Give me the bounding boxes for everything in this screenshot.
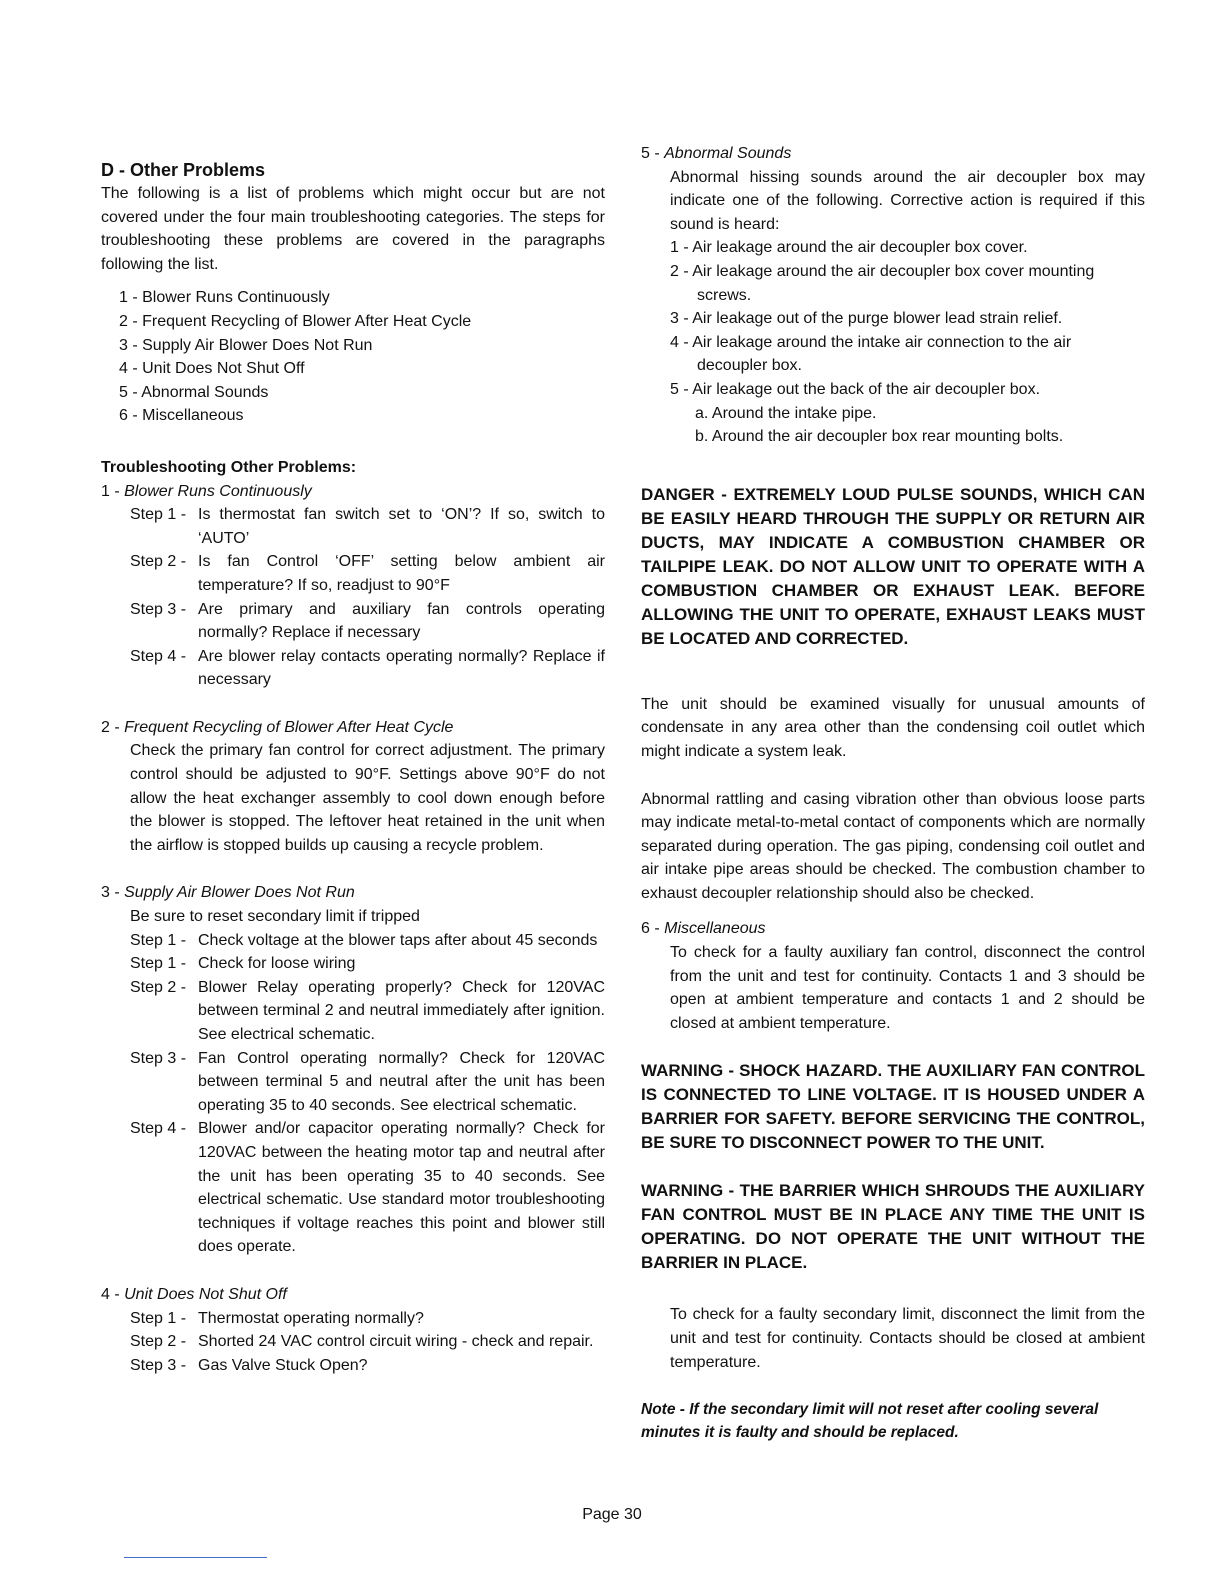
- step-label: Step 1 -: [130, 506, 187, 524]
- section-title: [101, 881, 605, 905]
- section-title: [641, 142, 1145, 166]
- step-label: Step 4 -: [130, 1120, 187, 1138]
- section-number: 2 -: [101, 718, 125, 736]
- list-item: 5 - Abnormal Sounds: [119, 383, 269, 401]
- section-title: [641, 917, 1145, 941]
- section-number: 6 -: [641, 920, 665, 938]
- section-number: 1 -: [101, 482, 125, 500]
- step-text: Is thermostat fan switch set to ‘ON’? If so, switch to ‘AUTO’: [198, 506, 605, 547]
- list-item: 6 - Miscellaneous: [119, 407, 244, 425]
- section-abnormal-sounds: [641, 142, 1145, 449]
- section-number: 3 -: [101, 884, 125, 902]
- paragraph: Abnormal rattling and casing vibration other than obvious loose parts may indicate metal-to-metal contact of components which are normally separated during operation. The gas piping, condensing coil outlet and air intake pipe areas should be checked. The combustion chamber to exhaust decoupler relationship should also be checked.: [641, 790, 1145, 902]
- step-text: Is fan Control ‘OFF’ setting below ambient air temperature? If so, readjust to 90°F: [198, 553, 605, 594]
- sub-list-item: a. Around the intake pipe.: [695, 404, 877, 422]
- section-miscellaneous: [641, 917, 1145, 1035]
- right-column: [641, 142, 1145, 1444]
- step: [130, 598, 605, 645]
- section-title-text: Blower Runs Continuously: [124, 482, 312, 500]
- section-blower-runs: [101, 480, 605, 692]
- section-title-text: Miscellaneous: [664, 920, 766, 938]
- step-label: Step 4 -: [130, 647, 187, 665]
- step-label: Step 1 -: [130, 1309, 187, 1327]
- section-supply-air-blower: [101, 881, 605, 1259]
- warning-notice: WARNING - SHOCK HAZARD. THE AUXILIARY FAN CONTROL IS CONNECTED TO LINE VOLTAGE. IT IS HOUSED UNDER A BARRIER FOR SAFETY. BEFORE SERVICING THE CONTROL, BE SURE TO DISCONNECT POWER TO THE UNIT.: [641, 1061, 1145, 1153]
- step-text: Blower and/or capacitor operating normally? Check for 120VAC between the heating motor tap and neutral after the unit has been operating 35 to 40 seconds. See electrical schematic. Use standard motor troubleshooting techniques if voltage reaches this point and blower still does operate.: [198, 1120, 605, 1256]
- section-title-text: Frequent Recycling of Blower After Heat Cycle: [124, 718, 454, 736]
- note: Note - If the secondary limit will not reset after cooling several minutes it is faulty and should be replaced.: [641, 1401, 1099, 1442]
- footnote-rule: [124, 1557, 267, 1558]
- step-text: Blower Relay operating properly? Check for 120VAC between terminal 2 and neutral immediately after ignition. See electrical schematic.: [198, 978, 605, 1043]
- step: [130, 1047, 605, 1118]
- section-paragraph: Check the primary fan control for correct adjustment. The primary control should be adjusted to 90°F. Settings above 90°F do not allow the heat exchanger assembly to cool down enough before the blower is stopped. The leftover heat retained in the unit when the airflow is stopped builds up causing a recycle problem.: [130, 742, 605, 854]
- list-item: 2 - Air leakage around the air decoupler box cover mounting screws.: [670, 262, 1095, 304]
- step-text: Check voltage at the blower taps after about 45 seconds: [198, 931, 598, 949]
- list-item: 4 - Air leakage around the intake air connection to the air decoupler box.: [670, 333, 1072, 375]
- section-number: 5 -: [641, 145, 665, 162]
- paragraph: The unit should be examined visually for unusual amounts of condensate in any area other than the condensing coil outlet which might indicate a system leak.: [641, 695, 1145, 760]
- intro-paragraph: The following is a list of problems which might occur but are not covered under the four main troubleshooting categories. The steps for troubleshooting these problems are covered in the paragraphs following the list.: [101, 185, 605, 273]
- step-label: Step 3 -: [130, 1356, 187, 1374]
- step-text: Are blower relay contacts operating normally? Replace if necessary: [198, 647, 605, 689]
- list-item: 1 - Blower Runs Continuously: [119, 289, 330, 307]
- step: [130, 1117, 605, 1259]
- section-frequent-recycling: [101, 716, 605, 858]
- step: [130, 550, 605, 597]
- section-title: [101, 480, 605, 504]
- step-label: Step 3 -: [130, 600, 187, 618]
- left-column: [101, 158, 605, 1377]
- step-label: Step 2 -: [130, 1333, 187, 1351]
- section-paragraph: To check for a faulty auxiliary fan control, disconnect the control from the unit and test for continuity. Contacts 1 and 3 should be open at ambient temperature and contacts 1 and 2 should be closed at ambient temperature.: [670, 944, 1145, 1032]
- paragraph: To check for a faulty secondary limit, disconnect the limit from the unit and test for continuity. Contacts should be closed at ambient temperature.: [670, 1306, 1145, 1371]
- page-number: Page 30: [582, 1506, 642, 1523]
- step-label: Step 2 -: [130, 553, 187, 571]
- step: [130, 952, 605, 976]
- section-number: 4 -: [101, 1285, 125, 1303]
- step-text: Check for loose wiring: [198, 955, 356, 973]
- section-unit-not-shut-off: [101, 1283, 605, 1377]
- step-text: Shorted 24 VAC control circuit wiring - check and repair.: [198, 1333, 594, 1351]
- step: [130, 1354, 605, 1378]
- problem-list: [119, 286, 605, 428]
- section-title-text: Unit Does Not Shut Off: [124, 1285, 287, 1303]
- section-heading: D - Other Problems: [101, 160, 266, 180]
- list-item: 2 - Frequent Recycling of Blower After Heat Cycle: [119, 312, 472, 330]
- warning-notice: WARNING - THE BARRIER WHICH SHROUDS THE AUXILIARY FAN CONTROL MUST BE IN PLACE ANY TIME THE UNIT IS OPERATING. DO NOT OPERATE THE UNIT WITHOUT THE BARRIER IN PLACE.: [641, 1181, 1145, 1273]
- step-label: Step 2 -: [130, 978, 187, 996]
- step: [130, 503, 605, 550]
- section-title-text: Supply Air Blower Does Not Run: [124, 884, 355, 902]
- list-item: 1 - Air leakage around the air decoupler box cover.: [670, 239, 1028, 257]
- step-label: Step 1 -: [130, 931, 187, 949]
- danger-notice: DANGER - EXTREMELY LOUD PULSE SOUNDS, WHICH CAN BE EASILY HEARD THROUGH THE SUPPLY OR RETURN AIR DUCTS, MAY INDICATE A COMBUSTION CHAMBER OR TAILPIPE LEAK. DO NOT ALLOW UNIT TO OPERATE WITH A COMBUSTION CHAMBER OR EXHAUST LEAK. BEFORE ALLOWING THE UNIT TO OPERATE, EXHAUST LEAKS MUST BE LOCATED AND CORRECTED.: [641, 484, 1145, 648]
- step: [130, 976, 605, 1047]
- step-text: Thermostat operating normally?: [198, 1309, 424, 1327]
- list-item: 4 - Unit Does Not Shut Off: [119, 360, 305, 378]
- step-label: Step 3 -: [130, 1049, 187, 1067]
- step-text: Fan Control operating normally? Check for 120VAC between terminal 5 and neutral after the unit has been operating 35 to 40 seconds. See electrical schematic.: [198, 1049, 605, 1114]
- section-title: [101, 716, 605, 740]
- step: [130, 645, 605, 692]
- section-title: [101, 1283, 605, 1307]
- list-item: 3 - Air leakage out of the purge blower lead strain relief.: [670, 310, 1063, 328]
- step-label: Step 1 -: [130, 955, 187, 973]
- step-text: Are primary and auxiliary fan controls operating normally? Replace if necessary: [198, 600, 605, 642]
- step: [130, 1307, 605, 1331]
- step-text: Gas Valve Stuck Open?: [198, 1356, 368, 1374]
- step: [130, 929, 605, 953]
- section-intro: Abnormal hissing sounds around the air decoupler box may indicate one of the following. Corrective action is required if this sound is heard:: [670, 168, 1145, 233]
- sub-list-item: b. Around the air decoupler box rear mounting bolts.: [695, 428, 1064, 446]
- section-intro: Be sure to reset secondary limit if tripped: [130, 908, 420, 926]
- list-item: 3 - Supply Air Blower Does Not Run: [119, 336, 373, 354]
- list-item: 5 - Air leakage out the back of the air decoupler box.: [670, 380, 1041, 398]
- subheading: Troubleshooting Other Problems:: [101, 458, 357, 476]
- section-title-text: Abnormal Sounds: [664, 145, 792, 162]
- step: [130, 1330, 605, 1354]
